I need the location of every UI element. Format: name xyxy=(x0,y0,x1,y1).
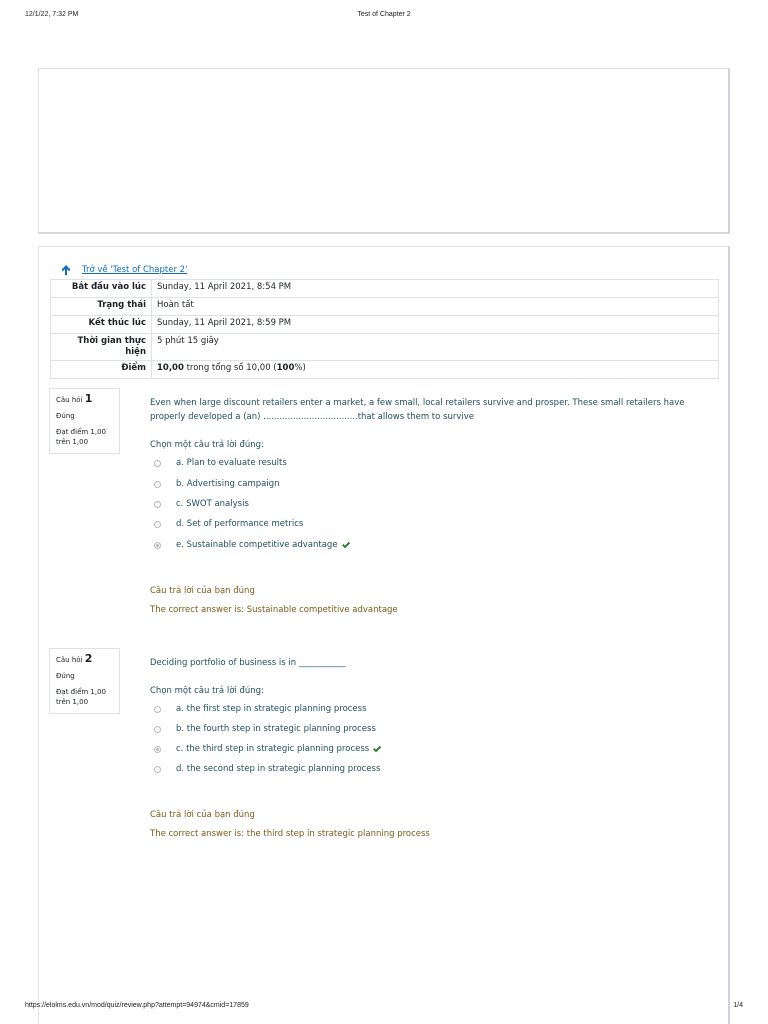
option-label: b. Advertising campaign xyxy=(176,479,280,489)
option-label: c. SWOT analysis xyxy=(176,499,249,509)
print-page-number: 1/4 xyxy=(733,1002,743,1009)
check-icon xyxy=(341,540,351,550)
option-label: c. the third step in strategic planning process xyxy=(176,744,370,754)
arrow-up-icon xyxy=(60,264,72,276)
question-number-value: 1 xyxy=(84,392,93,405)
q1-option-b[interactable] xyxy=(154,478,280,490)
top-blank-panel xyxy=(38,68,730,234)
q2-correct-answer: The correct answer is: the third step in strategic planning process xyxy=(150,829,430,839)
summary-row-started xyxy=(51,280,719,298)
grade-mid: trong tổng số 10,00 ( xyxy=(183,363,277,373)
option-label: b. the fourth step in strategic planning process xyxy=(176,724,376,734)
option-label: d. the second step in strategic planning process xyxy=(176,764,381,774)
question-2-prompt: Chọn một câu trả lời đúng: xyxy=(150,686,264,696)
question-number xyxy=(56,394,114,405)
summary-row-grade xyxy=(51,361,719,379)
q2-option-b[interactable] xyxy=(154,723,376,735)
q2-option-d[interactable] xyxy=(154,763,380,775)
radio-button[interactable] xyxy=(154,766,161,773)
print-header xyxy=(0,11,768,23)
radio-button-selected[interactable] xyxy=(154,746,161,753)
question-number-value: 2 xyxy=(84,652,93,665)
summary-row-completed xyxy=(51,316,719,334)
q2-option-a[interactable] xyxy=(154,703,367,715)
question-number xyxy=(56,654,114,665)
q1-option-d[interactable] xyxy=(154,518,303,530)
radio-button[interactable] xyxy=(154,706,161,713)
radio-button[interactable] xyxy=(154,460,161,467)
back-to-quiz-link[interactable] xyxy=(60,263,187,277)
option-label: a. Plan to evaluate results xyxy=(176,458,287,468)
question-mark: Đạt điểm 1,00 trên 1,00 xyxy=(56,688,107,706)
print-url: https://elolms.edu.vn/mod/quiz/review.php?attempt=94974&cmid=17859 xyxy=(25,1002,249,1009)
radio-button[interactable] xyxy=(154,726,161,733)
option-label: d. Set of performance metrics xyxy=(176,519,304,529)
grade-value xyxy=(152,361,719,379)
summary-row-state xyxy=(51,298,719,316)
question-1-text: Even when large discount retailers enter a market, a few small, local retailers survive and prosper. These small retailers have properly developed a (an) ...................................that allows them to survive xyxy=(150,398,685,422)
q1-feedback: Câu trả lời của bạn đúng xyxy=(150,586,255,596)
question-label: Câu hỏi xyxy=(56,396,83,404)
grade-score: 10,00 xyxy=(157,363,184,373)
question-1-prompt: Chọn một câu trả lời đúng: xyxy=(150,440,264,450)
radio-button[interactable] xyxy=(154,501,161,508)
attempt-summary-table xyxy=(50,279,719,379)
question-mark: Đạt điểm 1,00 trên 1,00 xyxy=(56,428,107,446)
summary-row-time xyxy=(51,334,719,361)
radio-button[interactable] xyxy=(154,521,161,528)
q1-option-c[interactable] xyxy=(154,498,249,510)
check-icon xyxy=(372,744,382,754)
question-2-info xyxy=(49,648,120,714)
radio-button-selected[interactable] xyxy=(154,542,161,549)
print-datetime: 12/1/22, 7:32 PM xyxy=(25,11,79,18)
q1-correct-answer: The correct answer is: Sustainable competitive advantage xyxy=(150,605,398,615)
state-label: Trạng thái xyxy=(51,298,152,316)
q2-option-c[interactable] xyxy=(154,743,382,755)
question-state: Đúng xyxy=(56,412,75,420)
question-label: Câu hỏi xyxy=(56,656,83,664)
option-label: e. Sustainable competitive advantage xyxy=(176,540,338,550)
grade-end: %) xyxy=(294,363,306,373)
completed-label: Kết thúc lúc xyxy=(51,316,152,334)
q1-option-e[interactable] xyxy=(154,539,351,551)
back-link-label: Trở về 'Test of Chapter 2' xyxy=(82,265,188,275)
option-label: a. the first step in strategic planning process xyxy=(176,704,367,714)
grade-percent: 100 xyxy=(276,363,295,373)
completed-value: Sunday, 11 April 2021, 8:59 PM xyxy=(152,316,719,334)
state-value: Hoàn tất xyxy=(152,298,719,316)
question-2-text: Deciding portfolio of business is in ___________ xyxy=(150,658,346,668)
print-title: Test of Chapter 2 xyxy=(357,11,411,18)
q1-option-a[interactable] xyxy=(154,457,287,469)
print-footer xyxy=(0,1002,768,1014)
started-label: Bắt đầu vào lúc xyxy=(51,280,152,298)
q2-feedback: Câu trả lời của bạn đúng xyxy=(150,810,255,820)
question-1-info xyxy=(49,388,120,454)
time-label: Thời gian thực hiện xyxy=(51,334,152,361)
grade-label: Điểm xyxy=(51,361,152,379)
radio-button[interactable] xyxy=(154,481,161,488)
time-value: 5 phút 15 giây xyxy=(152,334,719,361)
started-value: Sunday, 11 April 2021, 8:54 PM xyxy=(152,280,719,298)
question-state: Đúng xyxy=(56,672,75,680)
